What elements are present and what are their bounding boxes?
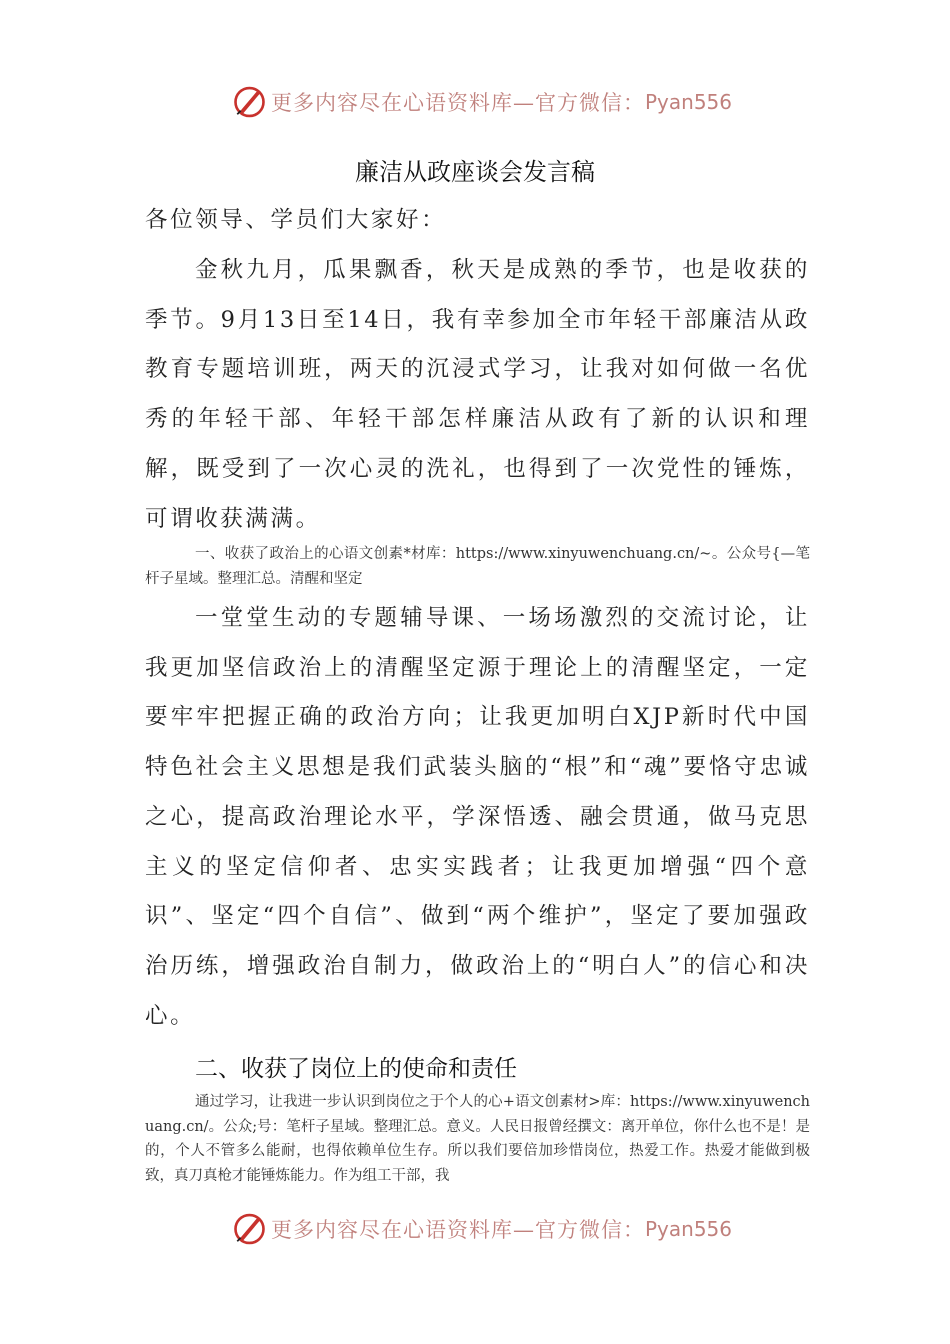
banner-wechat-id: Pyan556 [644, 1217, 732, 1241]
section1-body: 一堂堂生动的专题辅导课、一场场激烈的交流讨论，让我更加坚信政治上的清醒坚定源于理论上的清醒坚定，一定要牢牢把握正确的政治方向；让我更加明白XJP新时代中国特色社会主义思想是我们武装头脑的“根”和“魂”要恪守忠诚之心，提高政治理论水平，学深悟透、融会贯通，做马克思主义的坚定信仰者、忠实实践者；让我更加增强“四个意识”、坚定“四个自信”、做到“两个维护”，坚定了要加强政治历练，增强政治自制力，做政治上的“明白人”的信心和决心。 [145, 605, 810, 1029]
banner-wechat-id: Pyan556 [644, 90, 732, 114]
section1-heading: 一、收获了政治上的心语文创素*材库：https://www.xinyuwenchuang.cn/~。公众号{—笔杆子星域。整理汇总。清醒和坚定 [145, 546, 810, 587]
banner-text: 更多内容尽在心语资料库—官方微信： [270, 1218, 645, 1242]
quill-logo-icon [232, 1209, 267, 1249]
section2-heading: 二、收获了岗位上的使命和责任 [195, 1056, 517, 1082]
greeting: 各位领导、学员们大家好： [145, 207, 447, 233]
header-banner [232, 80, 732, 124]
quill-logo-icon [232, 82, 267, 122]
banner-text: 更多内容尽在心语资料库—官方微信： [270, 91, 645, 115]
intro-paragraph: 金秋九月，瓜果飘香，秋天是成熟的季节，也是收获的季节。9月13日至14日，我有幸参加全市年轻干部廉洁从政教育专题培训班，两天的沉浸式学习，让我对如何做一名优秀的年轻干部、年轻干部怎样廉洁从政有了新的认识和理解，既受到了一次心灵的洗礼，也得到了一次党性的锤炼，可谓收获满满。 [145, 257, 810, 532]
section2-body: 通过学习，让我进一步认识到岗位之于个人的心+语文创素材>库：https://www.xinyuwenchuang.cn/。公众;号：笔杆子星域。整理汇总。意义。人民日报曾经撰文：离开单位，你什么也不是！是的，个人不管多么能耐，也得依赖单位生存。所以我们要倍加珍惜岗位，热爱工作。热爱才能做到极致，真刀真枪才能锤炼能力。作为组工干部，我 [145, 1094, 810, 1184]
page-title: 廉洁从政座谈会发言稿 [355, 158, 595, 186]
footer-banner [232, 1207, 732, 1251]
